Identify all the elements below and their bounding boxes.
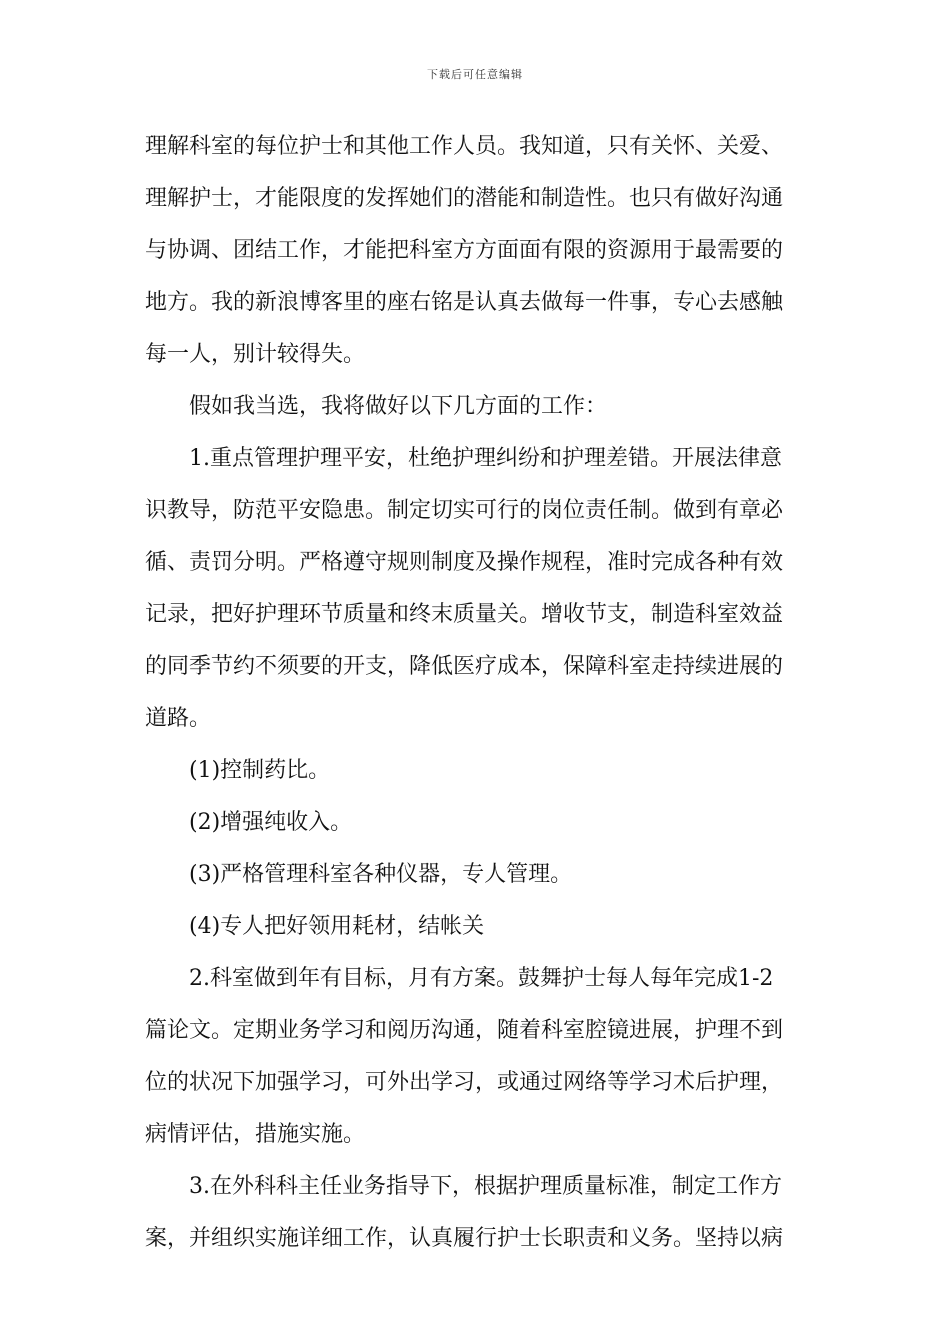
text-line: 理解科室的每位护士和其他工作人员。我知道，只有关怀、关爱、 [145,134,784,159]
text-line: 地方。我的新浪博客里的座右铭是认真去做每一件事，专心去感触 [145,290,784,315]
text-line: 3.在外科科主任业务指导下，根据护理质量标准，制定工作方 [189,1174,782,1199]
text-line: 位的状况下加强学习，可外出学习，或通过网络等学习术后护理， [145,1070,784,1095]
text-line: 道路。 [145,706,212,731]
text-line: (4)专人把好领用耗材，结帐关 [189,914,485,939]
text-line: 病情评估，措施实施。 [145,1122,366,1147]
text-line: 1.重点管理护理平安，杜绝护理纠纷和护理差错。开展法律意 [189,446,782,471]
document-body [145,121,805,1265]
text-line: 案，并组织实施详细工作，认真履行护士长职责和义务。坚持以病 [145,1226,784,1251]
text-line: 理解护士，才能限度的发挥她们的潜能和制造性。也只有做好沟通 [145,186,784,211]
text-line: 每一人，别计较得失。 [145,342,366,367]
text-line: 假如我当选，我将做好以下几方面的工作： [189,394,608,419]
text-line: (2)增强纯收入。 [189,810,353,835]
text-line: 循、责罚分明。严格遵守规则制度及操作规程，准时完成各种有效 [145,550,784,575]
text-line: 记录，把好护理环节质量和终末质量关。增收节支，制造科室效益 [145,602,784,627]
text-line: (1)控制药比。 [189,758,331,783]
text-line: 2.科室做到年有目标，月有方案。鼓舞护士每人每年完成1-2 [189,966,774,991]
text-line: 的同季节约不须要的开支，降低医疗成本，保障科室走持续进展的 [145,654,784,679]
text-line: (3)严格管理科室各种仪器，专人管理。 [189,862,573,887]
page-header: 下载后可任意编辑 [427,68,523,81]
text-line: 识教导，防范平安隐患。制定切实可行的岗位责任制。做到有章必 [145,498,784,523]
text-line: 篇论文。定期业务学习和阅历沟通，随着科室腔镜进展，护理不到 [145,1018,784,1043]
text-line: 与协调、团结工作，才能把科室方方面面有限的资源用于最需要的 [145,238,784,263]
